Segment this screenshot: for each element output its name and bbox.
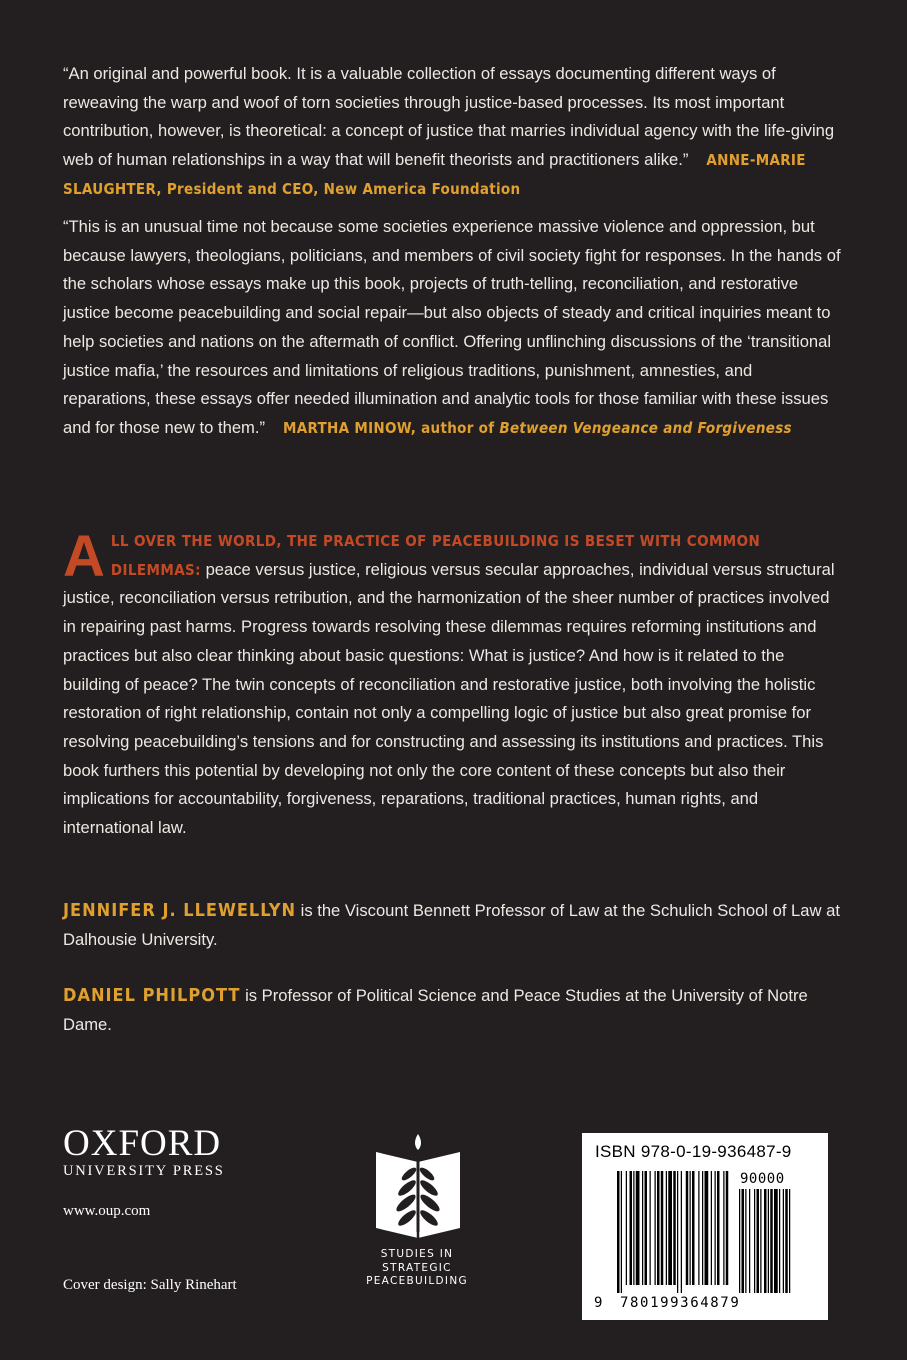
- barcode-addon-bar: [789, 1189, 790, 1293]
- barcode-bar: [711, 1171, 712, 1285]
- barcode-addon-bar: [783, 1189, 784, 1293]
- blurb-text: “An original and powerful book. It is a valuable collection of essays documenting different ways of reweaving the warp and woof of torn societies through justice-based processes. Its most important contribution, however, is theoretical: a concept of justice that marries individual agency with the life-giving web of human relationships in a way that will benefit theorists and practitioners alike.”: [63, 64, 835, 170]
- barcode-first-digit: 9: [594, 1295, 603, 1311]
- barcode-addon-bar: [774, 1189, 778, 1293]
- description-body: peace versus justice, religious versus secular approaches, individual versus structural justice, reconciliation versus retribution, and the harmonization of the sheer number of practices involved in repairing past harms. Progress towards resolving these dilemmas requires reforming institutions and practices but also clear thinking about basic questions: What is justice? And how is it related to the building of peace? The twin concepts of reconciliation and restorative justice, both involving the holistic restoration of right relationship, contain not only a compelling logic of justice but also great promise for resolving peacebuilding’s tensions and for constructing and assessing its institutions and practices. This book furthers this potential by developing not only the core content of these concepts but also their implications for accountability, forgiveness, reparations, traditional practices, human rights, and international law.: [63, 559, 835, 838]
- barcode-addon-bar: [742, 1189, 745, 1293]
- author-bio: is the Viscount Bennett Professor of Law at the Schulich School of Law at Dalhousie University.: [63, 901, 840, 949]
- publisher-subname: UNIVERSITY PRESS: [63, 1163, 225, 1179]
- blurb-text: “This is an unusual time not because some societies experience massive violence and oppression, but because lawyers, theologians, politicians, and members of civil society fight for responses. In the hands of the scholars whose essays make up this book, projects of truth-telling, reconciliation, and restorative justice become peacebuilding and social repair—but also objects of steady and critical inquiries meant to help societies and nations on the aftermath of conflict. Offering unflinching discussions of the ‘transitional justice mafia,’ the resources and limitations of religious traditions, punishment, amnesties, and reparations, these essays offer needed illumination and analytic tools for those familiar with these issues and for those new to them.”: [63, 217, 841, 437]
- barcode-bars: [617, 1171, 817, 1293]
- cover-design-credit: Cover design: Sally Rinehart: [63, 1277, 237, 1293]
- barcode-bar: [681, 1171, 682, 1293]
- barcode-addon-bar: [760, 1189, 761, 1293]
- blurb-quote-minow: [63, 213, 843, 443]
- isbn-label: ISBN 978-0-19-936487-9: [595, 1142, 792, 1161]
- barcode-bar: [657, 1171, 660, 1285]
- author-name: JENNIFER J. LLEWELLYN: [63, 900, 297, 921]
- series-line: PEACEBUILDING: [366, 1275, 468, 1287]
- barcode-bar: [690, 1171, 691, 1285]
- publisher-website: www.oup.com: [63, 1203, 151, 1219]
- barcode-panel: [582, 1133, 828, 1320]
- barcode-bar: [655, 1171, 656, 1285]
- barcode-bar: [630, 1171, 633, 1285]
- barcode-bar: [726, 1171, 729, 1285]
- barcode-bar: [621, 1171, 622, 1293]
- barcode-bar: [642, 1171, 643, 1285]
- blurb-quote-slaughter: [63, 60, 843, 204]
- attribution-book-title: Between Vengeance and Forgiveness: [499, 418, 792, 437]
- barcode-addon-bar: [749, 1189, 750, 1293]
- price-code: 90000: [740, 1171, 785, 1187]
- barcode-bar: [702, 1171, 703, 1285]
- barcode-bar: [692, 1171, 695, 1285]
- book-description: [63, 524, 843, 843]
- barcode-addon-bar: [739, 1189, 740, 1293]
- barcode-addon-bar: [785, 1189, 788, 1293]
- author-bio: is Professor of Political Science and Peace Studies at the University of Notre Dame.: [63, 986, 808, 1034]
- barcode-addon-bar: [764, 1189, 767, 1293]
- author-bio-philpott: [63, 982, 843, 1039]
- barcode-addon-bar: [768, 1189, 769, 1293]
- drop-cap: A: [63, 524, 105, 589]
- barcode-bar: [661, 1171, 664, 1285]
- barcode-bar: [686, 1171, 689, 1285]
- series-line: STRATEGIC: [382, 1261, 452, 1274]
- barcode-addon-bar: [779, 1189, 780, 1293]
- author-bio-llewellyn: [63, 897, 843, 954]
- barcode-addon-bar: [745, 1189, 746, 1293]
- barcode-addon-bar: [754, 1189, 755, 1293]
- barcode-bar: [705, 1171, 709, 1285]
- barcode-bar: [666, 1171, 667, 1285]
- barcode-bar: [673, 1171, 676, 1285]
- attribution-name: MARTHA MINOW, author of: [283, 418, 500, 437]
- blurb-attribution: [283, 419, 792, 437]
- series-book-leaf-icon: [372, 1132, 464, 1240]
- series-line: STUDIES IN: [380, 1248, 454, 1260]
- barcode-digits: 780199364879: [620, 1295, 741, 1311]
- blurb-attribution: ANNE-MARIE SLAUGHTER, President and CEO, New America Foundation: [63, 151, 806, 198]
- barcode-bar: [617, 1171, 620, 1293]
- series-name: [340, 1248, 494, 1289]
- barcode-addon-bar: [770, 1189, 773, 1293]
- publisher-logo: [63, 1125, 225, 1180]
- description-lead: LL OVER THE WORLD, THE PRACTICE OF PEACEBUILDING IS BESET WITH COMMON DILEMMAS:: [110, 532, 761, 579]
- barcode-bar: [633, 1171, 634, 1285]
- barcode-bar: [645, 1171, 648, 1285]
- barcode-bar: [677, 1171, 678, 1293]
- barcode-bar: [668, 1171, 672, 1285]
- barcode-bar: [698, 1171, 699, 1285]
- barcode-bar: [715, 1171, 716, 1285]
- barcode-addon-bar: [757, 1189, 760, 1293]
- barcode-bar: [626, 1171, 627, 1285]
- publisher-name: OXFORD: [63, 1123, 222, 1164]
- barcode-bar: [650, 1171, 651, 1285]
- author-name: DANIEL PHILPOTT: [63, 985, 241, 1006]
- barcode-bar: [636, 1171, 640, 1285]
- barcode-bar: [723, 1171, 724, 1285]
- barcode-bar: [717, 1171, 720, 1285]
